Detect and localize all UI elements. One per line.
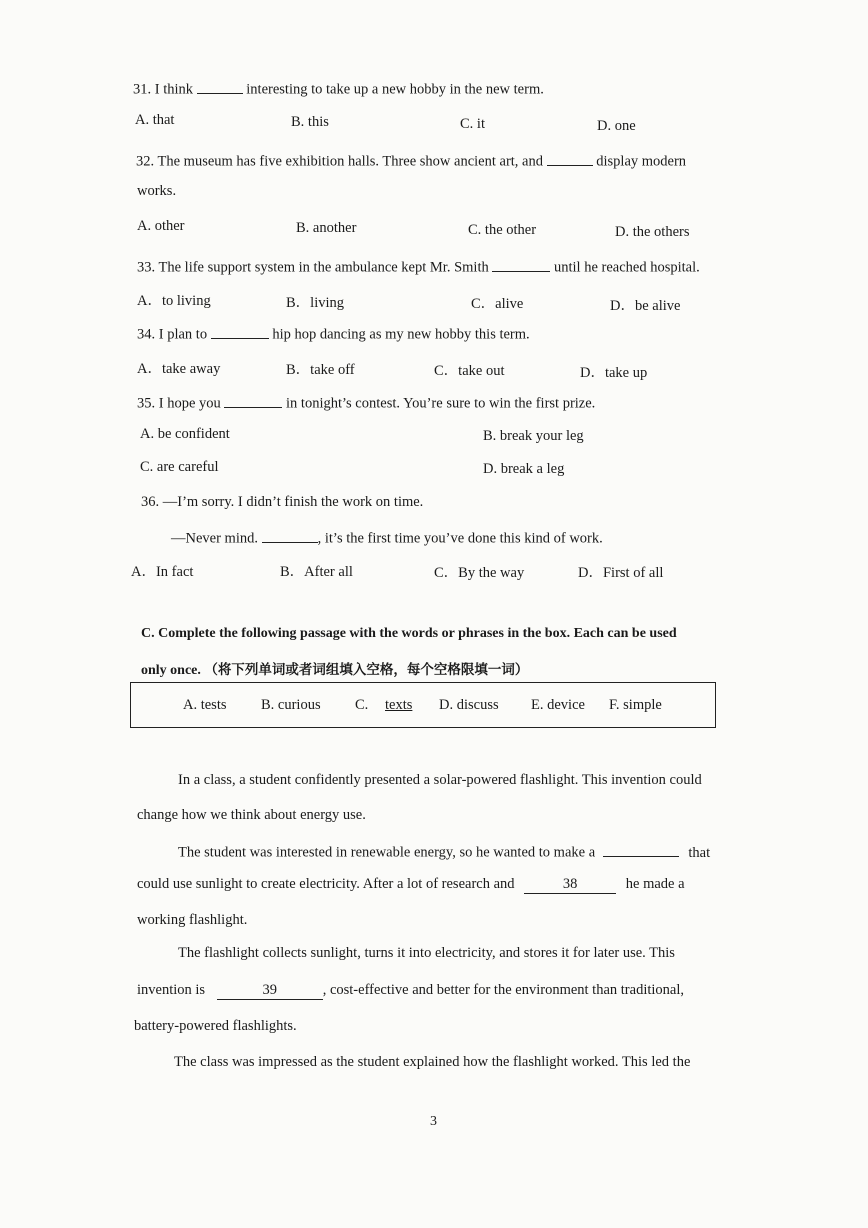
box-option-b: B. curious	[261, 697, 321, 713]
answer-blank	[492, 256, 550, 272]
question-36	[141, 494, 423, 511]
option-c: C. are careful	[140, 459, 219, 475]
option-c: C. it	[460, 116, 485, 132]
question-35	[137, 392, 595, 413]
dialogue-text: —Never mind.	[171, 530, 258, 547]
question-number: 31.	[133, 81, 152, 98]
option-b: B. break your leg	[483, 428, 584, 444]
box-option-e: E. device	[531, 697, 585, 713]
question-text: hip hop dancing as my new hobby this term.	[272, 326, 530, 343]
section-c-heading-cont	[141, 658, 528, 679]
box-option-c-letter: C.	[355, 697, 369, 713]
option-c: C．alive	[471, 296, 524, 312]
option-a: A. other	[137, 218, 185, 234]
section-c-heading: C. Complete the following passage with the words or phrases in the box. Each can be used	[141, 626, 677, 641]
option-a: A．In fact	[131, 564, 194, 580]
option-c: C. the other	[468, 222, 537, 238]
passage-line: battery-powered flashlights.	[134, 1018, 297, 1034]
question-text: in tonight’s contest. You’re sure to win the first prize.	[286, 395, 596, 412]
box-option-c: texts	[385, 697, 413, 713]
option-d: D. break a leg	[483, 461, 565, 477]
option-a: A．take away	[137, 361, 221, 377]
option-a: A. be confident	[140, 426, 230, 442]
question-text: The museum has five exhibition halls. Three show ancient art, and	[157, 153, 543, 170]
answer-blank	[547, 150, 593, 166]
option-b: B. this	[291, 114, 329, 130]
passage-text: invention is	[137, 982, 206, 998]
box-option-a: A. tests	[183, 697, 227, 713]
passage-text: The student was interested in renewable energy, so he wanted to make a	[178, 844, 596, 861]
question-text-cont: works.	[137, 183, 177, 199]
blank-37	[603, 841, 679, 857]
dialogue-line-2	[171, 527, 603, 548]
question-number: 32.	[136, 153, 155, 170]
question-text: I think	[154, 81, 194, 98]
passage-line: In a class, a student confidently presented a solar-powered flashlight. This invention could	[178, 772, 702, 788]
question-number: 34.	[137, 326, 156, 343]
passage-text: he made a	[625, 876, 685, 892]
question-text: interesting to take up a new hobby in the new term.	[246, 81, 544, 98]
passage-line: The flashlight collects sunlight, turns it into electricity, and stores it for later use. This	[178, 945, 675, 961]
answer-blank	[262, 527, 318, 543]
passage-line	[137, 876, 685, 894]
option-c: C．By the way	[434, 565, 525, 581]
option-b: B. another	[296, 220, 357, 236]
question-number: 35.	[137, 395, 156, 412]
passage-line	[178, 841, 710, 862]
question-33	[137, 256, 700, 277]
question-text: until he reached hospital.	[553, 259, 700, 276]
option-c: C．take out	[434, 363, 505, 379]
question-number: 36.	[141, 494, 160, 510]
passage-text: that	[688, 844, 711, 861]
question-text: The life support system in the ambulance kept Mr. Smith	[158, 259, 489, 276]
option-d: D. the others	[615, 224, 690, 240]
option-b: B．After all	[280, 564, 353, 580]
question-text: I plan to	[158, 326, 208, 343]
passage-text: could use sunlight to create electricity. After a lot of research and	[137, 876, 515, 892]
passage-line: change how we think about energy use.	[137, 807, 366, 823]
answer-blank	[197, 78, 243, 94]
heading-chinese: （将下列单词或者词组填入空格，每个空格限填一词）	[204, 662, 529, 678]
answer-blank	[211, 323, 269, 339]
option-d: D．First of all	[578, 565, 664, 581]
question-number: 33.	[137, 259, 156, 276]
option-d: D. one	[597, 118, 636, 134]
dialogue-line: —I’m sorry. I didn’t finish the work on time.	[162, 494, 424, 510]
passage-line: working flashlight.	[137, 912, 248, 928]
passage-text: , cost-effective and better for the environment than traditional,	[322, 982, 684, 998]
box-option-d: D. discuss	[439, 697, 499, 713]
question-text: I hope you	[158, 395, 221, 412]
blank-39: 39	[217, 982, 323, 1000]
question-32	[136, 150, 686, 171]
dialogue-text: , it’s the first time you’ve done this kind of work.	[317, 530, 603, 547]
word-box	[130, 682, 716, 728]
option-a: A. that	[135, 112, 175, 128]
option-d: D．take up	[580, 365, 648, 381]
blank-38: 38	[524, 876, 616, 894]
question-31	[133, 78, 544, 99]
option-b: B．living	[286, 295, 345, 311]
question-text: display modern	[596, 153, 687, 170]
answer-blank	[224, 392, 282, 408]
page-number: 3	[430, 1114, 437, 1129]
question-34	[137, 323, 530, 344]
option-b: B．take off	[286, 362, 355, 378]
heading-text: only once.	[141, 663, 201, 678]
box-option-f: F. simple	[609, 697, 662, 713]
option-a: A．to living	[137, 293, 211, 309]
passage-line	[137, 982, 684, 1000]
option-d: D．be alive	[610, 298, 681, 314]
passage-line: The class was impressed as the student explained how the flashlight worked. This led the	[174, 1054, 691, 1070]
